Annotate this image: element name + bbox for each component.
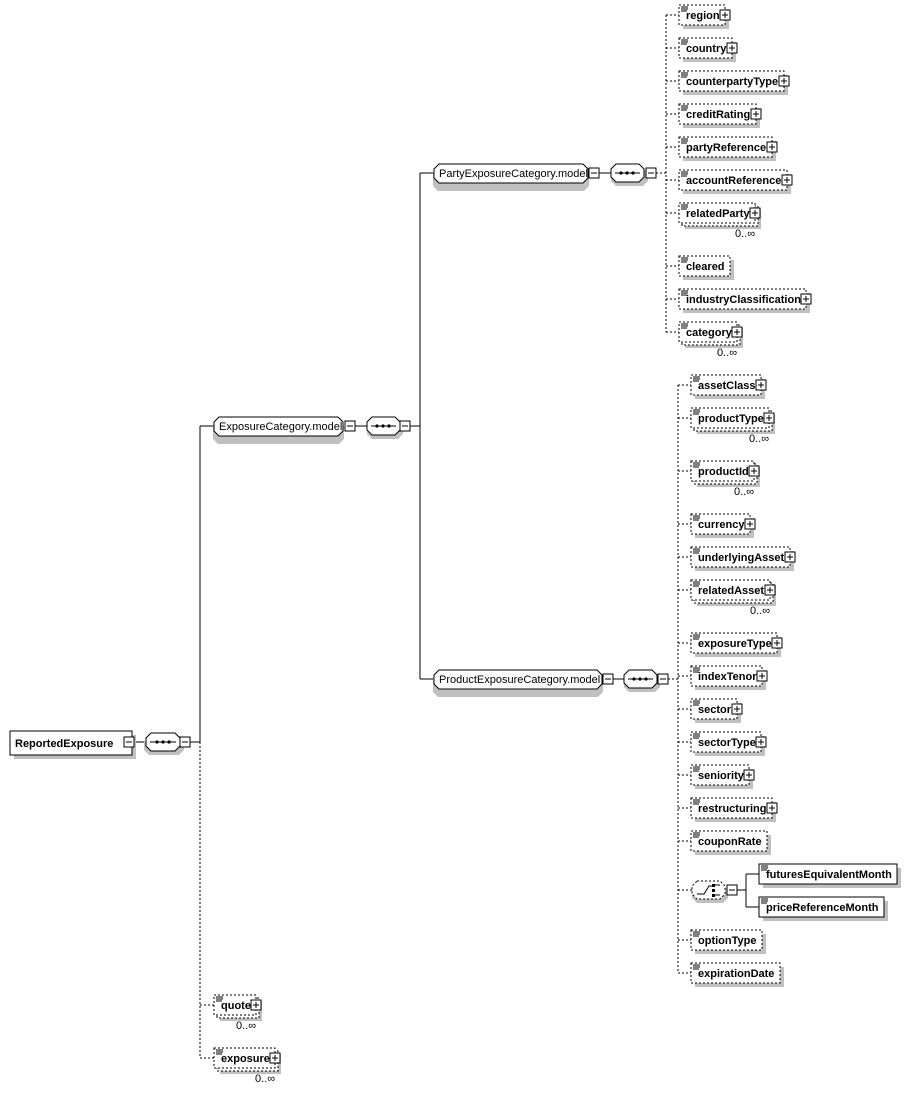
expand-toggle[interactable] — [732, 327, 742, 337]
expand-toggle[interactable] — [756, 380, 766, 390]
element-label: accountReference — [686, 175, 782, 187]
expand-toggle[interactable] — [745, 519, 755, 529]
element-party-reference[interactable] — [679, 137, 777, 161]
expand-toggle[interactable] — [764, 413, 774, 423]
product-category-label: ProductExposureCategory.model — [439, 674, 601, 686]
element-restructuring[interactable] — [691, 798, 777, 822]
root-sequence-toggle[interactable] — [180, 737, 190, 747]
element-price-reference-month[interactable] — [759, 897, 888, 921]
expand-toggle[interactable] — [744, 770, 754, 780]
element-credit-rating[interactable] — [679, 104, 761, 128]
expand-toggle[interactable] — [772, 638, 782, 648]
product-category-toggle[interactable] — [603, 674, 613, 684]
element-label: productType — [698, 413, 764, 425]
party-category-label: PartyExposureCategory.model — [439, 168, 588, 180]
element-label: quote — [221, 1000, 251, 1012]
element-coupon-rate[interactable] — [691, 831, 771, 855]
expand-toggle[interactable] — [749, 466, 759, 476]
element-label: industryClassification — [686, 294, 801, 306]
element-occurs: 0..∞ — [750, 605, 771, 617]
exposure-category-toggle[interactable] — [345, 421, 355, 431]
element-sector-type[interactable] — [691, 732, 766, 756]
element-related-party[interactable] — [679, 203, 761, 240]
element-occurs: 0..∞ — [734, 486, 755, 498]
element-occurs: 0..∞ — [735, 228, 756, 240]
element-label: partyReference — [686, 142, 767, 154]
element-related-asset[interactable] — [691, 580, 776, 617]
element-expiration-date[interactable] — [691, 963, 784, 987]
element-label: creditRating — [686, 109, 751, 121]
expand-toggle[interactable] — [767, 142, 777, 152]
element-label: couponRate — [698, 836, 762, 848]
element-label: productId — [698, 466, 749, 478]
element-exposure[interactable] — [214, 1048, 281, 1085]
expand-toggle[interactable] — [765, 585, 775, 595]
choice-toggle[interactable] — [727, 885, 737, 895]
element-industry-classification[interactable] — [679, 289, 811, 313]
expand-toggle[interactable] — [785, 552, 795, 562]
expand-toggle[interactable] — [720, 10, 730, 20]
element-exposure-type[interactable] — [691, 633, 782, 657]
element-label: relatedAsset — [698, 585, 765, 597]
element-option-type[interactable] — [691, 930, 766, 954]
expand-toggle[interactable] — [779, 76, 789, 86]
element-label: priceReferenceMonth — [766, 902, 879, 914]
element-occurs: 0..∞ — [236, 1020, 257, 1032]
expand-toggle[interactable] — [756, 737, 766, 747]
element-sector[interactable] — [691, 699, 742, 723]
element-occurs: 0..∞ — [255, 1073, 276, 1085]
element-category[interactable] — [679, 322, 743, 359]
element-label: indexTenor — [698, 671, 757, 683]
element-label: exposureType — [698, 638, 772, 650]
element-currency[interactable] — [691, 514, 755, 538]
element-label: futuresEquivalentMonth — [766, 869, 892, 881]
party-category-group[interactable] — [433, 164, 589, 191]
element-cleared[interactable] — [679, 256, 734, 280]
element-quote[interactable] — [214, 995, 262, 1032]
element-seniority[interactable] — [691, 765, 754, 789]
element-label: cleared — [686, 261, 725, 273]
element-label: country — [686, 43, 727, 55]
element-label: region — [686, 10, 720, 22]
element-label: expirationDate — [698, 968, 775, 980]
element-account-reference[interactable] — [679, 170, 792, 194]
expand-toggle[interactable] — [270, 1053, 280, 1063]
element-index-tenor[interactable] — [691, 666, 767, 690]
element-country[interactable] — [679, 38, 737, 62]
element-product-type[interactable] — [691, 408, 775, 445]
element-label: category — [686, 327, 732, 339]
exposure-category-sequence-toggle[interactable] — [400, 421, 410, 431]
party-category-sequence[interactable] — [611, 164, 648, 186]
root-label: ReportedExposure — [15, 738, 114, 750]
root-collapse-toggle[interactable] — [124, 737, 134, 747]
product-category-sequence[interactable] — [624, 670, 660, 692]
expand-toggle[interactable] — [732, 704, 742, 714]
element-label: underlyingAsset — [698, 552, 785, 564]
element-occurs: 0..∞ — [749, 433, 770, 445]
exposure-category-sequence[interactable] — [367, 417, 403, 439]
expand-toggle[interactable] — [750, 208, 760, 218]
element-label: counterpartyType — [686, 76, 779, 88]
party-category-sequence-toggle[interactable] — [646, 168, 656, 178]
expand-toggle[interactable] — [251, 1000, 261, 1010]
root-sequence-compositor[interactable] — [144, 733, 184, 755]
exposure-category-group[interactable] — [213, 417, 344, 444]
element-label: seniority — [698, 770, 744, 782]
element-product-id[interactable] — [691, 461, 760, 498]
element-counterparty-type[interactable] — [679, 71, 789, 95]
party-category-toggle[interactable] — [589, 168, 599, 178]
element-label: optionType — [698, 935, 757, 947]
element-futures-equivalent-month[interactable] — [759, 864, 901, 888]
element-label: relatedParty — [686, 208, 750, 220]
expand-toggle[interactable] — [727, 43, 737, 53]
choice-compositor[interactable] — [692, 881, 728, 903]
root-element[interactable] — [10, 731, 136, 759]
expand-toggle[interactable] — [751, 109, 761, 119]
element-label: sector — [698, 704, 732, 716]
element-label: restructuring — [698, 803, 767, 815]
element-label: assetClass — [698, 380, 756, 392]
element-label: sectorType — [698, 737, 756, 749]
exposure-category-label: ExposureCategory.model — [219, 421, 343, 433]
product-category-sequence-toggle[interactable] — [658, 674, 668, 684]
expand-toggle[interactable] — [801, 294, 811, 304]
expand-toggle[interactable] — [767, 803, 777, 813]
element-underlying-asset[interactable] — [691, 547, 795, 571]
product-category-group[interactable] — [433, 670, 603, 697]
element-asset-class[interactable] — [691, 375, 766, 399]
element-label: exposure — [221, 1053, 270, 1065]
expand-toggle[interactable] — [782, 175, 792, 185]
element-label: currency — [698, 519, 745, 531]
expand-toggle[interactable] — [757, 671, 767, 681]
element-occurs: 0..∞ — [717, 347, 738, 359]
element-region[interactable] — [679, 5, 730, 29]
